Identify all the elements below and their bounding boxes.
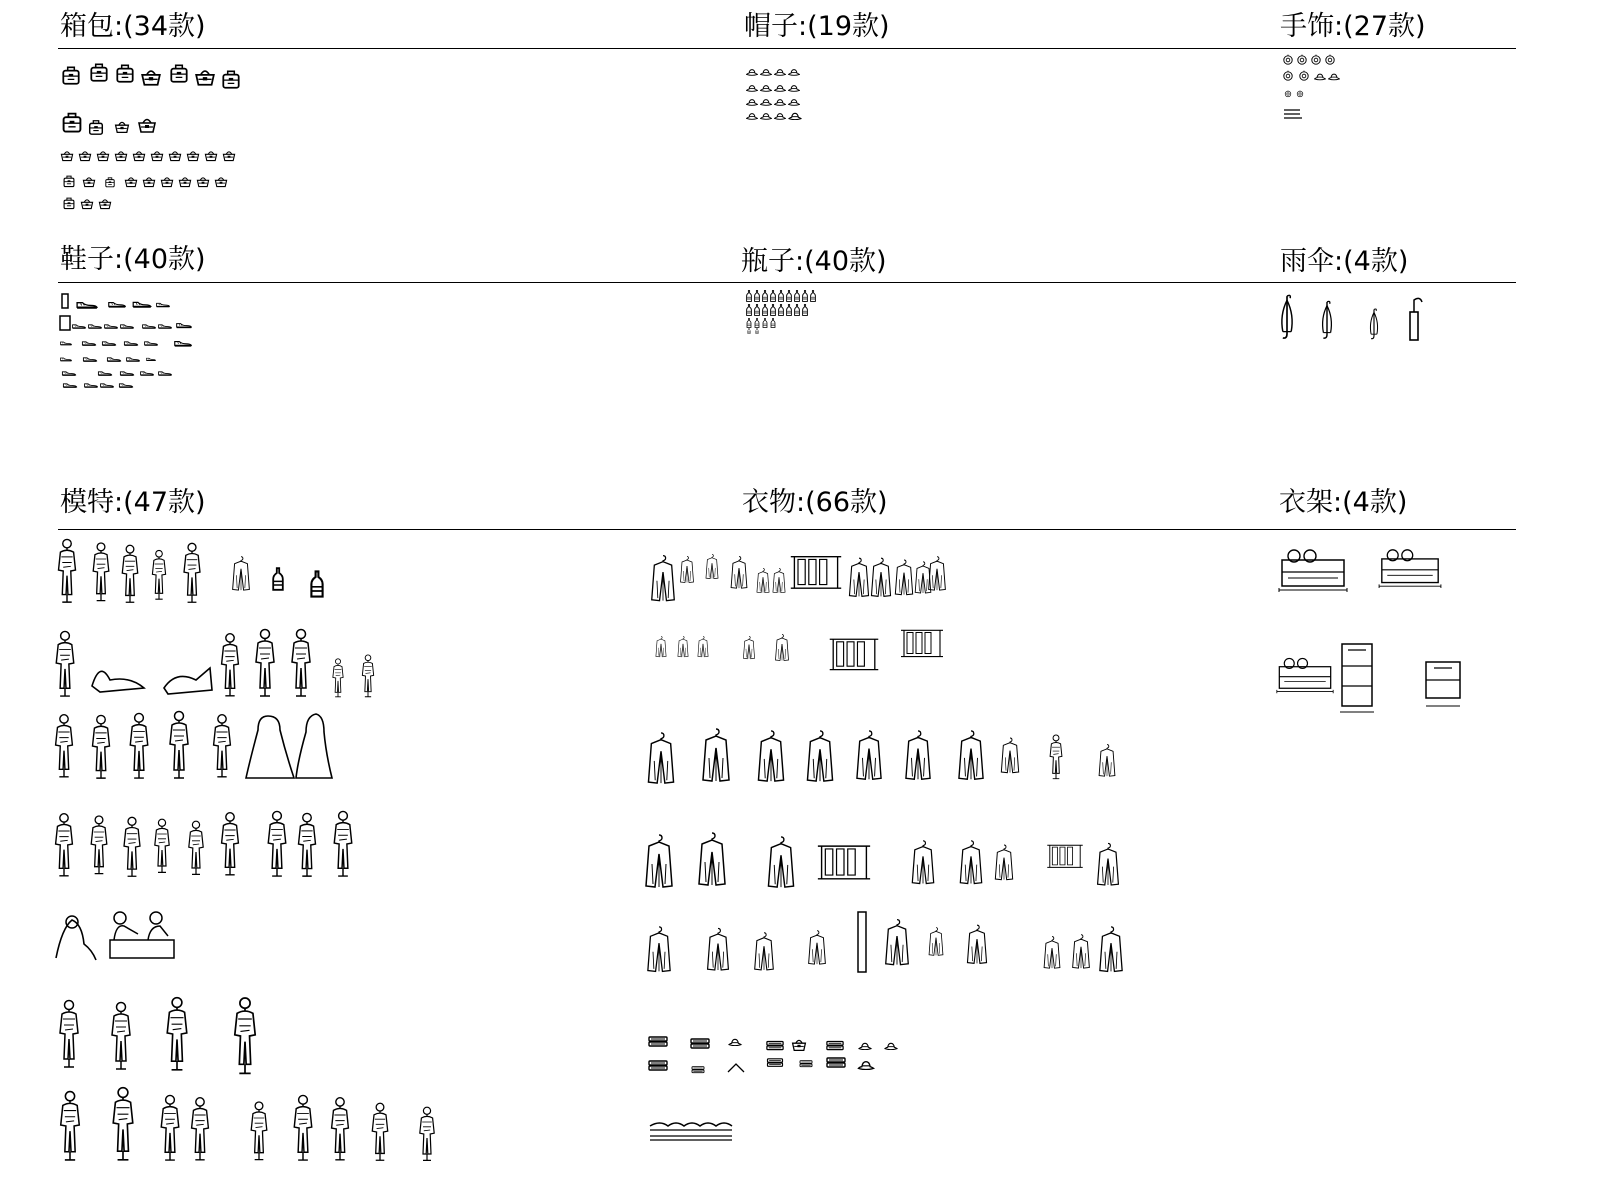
section-count: (27款): [1343, 11, 1426, 42]
section-title-umbrellas: 雨伞:(4款): [1280, 246, 1409, 277]
section-count: (34款): [123, 11, 206, 42]
section-title-shoes: 鞋子:(40款): [60, 244, 206, 275]
bag-icon-group: [61, 64, 238, 208]
section-title-racks: 衣架:(4款): [1279, 487, 1408, 518]
section-count: (19款): [807, 11, 890, 42]
section-label: 瓶子: [741, 246, 795, 277]
section-label: 衣架: [1279, 487, 1333, 518]
mannequin-figure-icon-group: [56, 539, 435, 1160]
bottle-icon-group: [747, 291, 816, 334]
section-label: 模特: [60, 487, 114, 518]
section-label: 箱包: [60, 11, 114, 42]
shoe-icon-group: [60, 294, 191, 387]
clothes-rack-icon-group: [1277, 550, 1460, 712]
umbrella-icon-group: [1282, 295, 1422, 340]
section-count: (4款): [1343, 246, 1409, 277]
section-title-bags: 箱包:(34款): [60, 11, 206, 42]
section-label: 衣物: [742, 487, 796, 518]
section-count: (40款): [123, 244, 206, 275]
garment-icon-group: [646, 554, 1122, 1140]
hat-icon-group: [747, 70, 801, 120]
section-title-clothing: 衣物:(66款): [742, 487, 888, 518]
jewelry-icon-group: [1284, 55, 1340, 118]
section-label: 雨伞: [1280, 246, 1334, 277]
section-label: 鞋子: [60, 244, 114, 275]
section-title-hats: 帽子:(19款): [744, 11, 890, 42]
section-title-accessories: 手饰:(27款): [1280, 11, 1426, 42]
section-count: (66款): [805, 487, 888, 518]
section-title-models: 模特:(47款): [60, 487, 206, 518]
section-count: (4款): [1342, 487, 1408, 518]
section-title-bottles: 瓶子:(40款): [741, 246, 887, 277]
section-count: (47款): [123, 487, 206, 518]
section-label: 帽子: [744, 11, 798, 42]
section-count: (40款): [804, 246, 887, 277]
section-label: 手饰: [1280, 11, 1334, 42]
